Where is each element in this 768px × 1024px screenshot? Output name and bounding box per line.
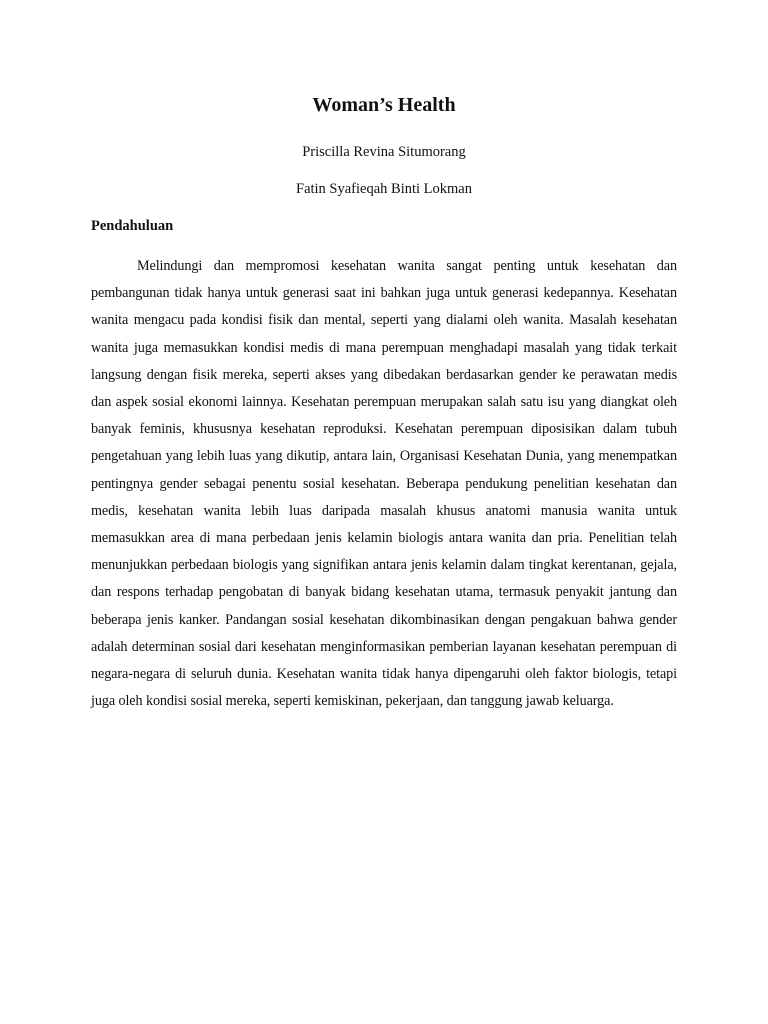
section-heading: Pendahuluan bbox=[91, 218, 174, 234]
author-name: Priscilla Revina Situmorang bbox=[302, 144, 466, 160]
document-title: Woman’s Health bbox=[312, 94, 456, 116]
body-paragraph: Melindungi dan mempromosi kesehatan wanita sangat penting untuk kesehatan dan pembangunan tidak hanya untuk generasi saat ini bahkan juga untuk generasi kedepannya. Kesehatan wanita mengacu pada kondisi fisik dan mental, seperti yang dialami oleh wanita. Masalah kesehatan wanita juga memasukkan kondisi medis di mana perempuan menghadapi masalah yang tidak terkait langsung dengan fisik mereka, seperti akses yang dibedakan berdasarkan gender ke perawatan medis dan aspek sosial ekonomi lainnya. Kesehatan perempuan merupakan salah satu isu yang diangkat oleh banyak feminis, khususnya kesehatan reproduksi. Kesehatan perempuan diposisikan dalam tubuh pengetahuan yang lebih luas yang dikutip, antara lain, Organisasi Kesehatan Dunia, yang menempatkan pentingnya gender sebagai penentu sosial kesehatan. Beberapa pendukung penelitian kesehatan dan medis, kesehatan wanita lebih luas daripada masalah khusus anatomi manusia wanita untuk memasukkan area di mana perbedaan jenis kelamin biologis antara wanita dan pria. Penelitian telah menunjukkan perbedaan biologis yang signifikan antara jenis kelamin dalam tingkat kerentanan, gejala, dan respons terhadap pengobatan di banyak bidang kesehatan utama, termasuk penyakit jantung dan beberapa jenis kanker. Pandangan sosial kesehatan dikombinasikan dengan pengakuan bahwa gender adalah determinan sosial dari kesehatan menginformasikan pemberian layanan kesehatan perempuan di negara-negara di seluruh dunia. Kesehatan wanita tidak hanya dipengaruhi oleh faktor biologis, tetapi juga oleh kondisi sosial mereka, seperti kemiskinan, pekerjaan, dan tanggung jawab keluarga. bbox=[91, 258, 677, 710]
author-name: Fatin Syafieqah Binti Lokman bbox=[296, 181, 472, 197]
